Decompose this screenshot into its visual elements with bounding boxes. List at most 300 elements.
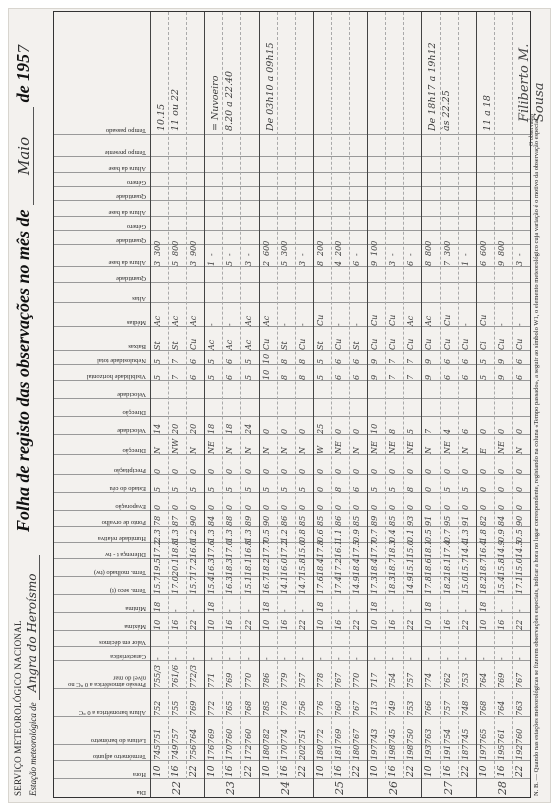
observation-value: NW [171,438,181,454]
column-header-cloud-base: Altura da base [108,259,146,266]
hour-label: 10 [478,765,489,777]
observation-value: - [225,657,235,660]
hour-label: 10 [207,765,218,777]
observation-value: 0 [514,486,524,492]
observation-value: 800 [496,240,506,256]
hour-divider [222,12,223,779]
observation-value: 1.3 [225,529,235,542]
observation-value: 180 [352,744,362,760]
header-divider [150,12,151,797]
observation-value: - [243,253,253,256]
hour-label: 16 [225,765,236,777]
day-divider [259,12,260,797]
observation-value: 89 [243,515,253,526]
day-label: 28 [495,781,509,795]
observation-value: 0 [424,468,434,474]
observation-value: Ac [189,315,199,326]
observation-value: NE [442,441,452,454]
observation-value: 770 [243,672,253,688]
hour-label: 16 [442,765,453,777]
observation-value: 176 [207,744,217,760]
column-header-pressure-msl: Pressão atmosférica a 0 °C no nível do mar [68,674,146,688]
observation-value: 17.7 [261,540,271,558]
observation-value: - [352,323,362,326]
observation-value: 757 [171,728,181,744]
observation-value: 5 [279,486,289,492]
observation-value: - [153,657,163,660]
observation-value: 6 [514,374,524,380]
observation-value: - [496,323,506,326]
observation-value: 0 [243,468,253,474]
observation-value: 16.4 [478,540,488,558]
observation-value: - [352,657,362,660]
observation-value: 776 [279,700,289,716]
hour-label: 22 [297,765,308,777]
observation-value: 778 [315,672,325,688]
observation-value: - [460,657,470,660]
observation-value: 191 [442,744,452,760]
observation-value: 16.0 [189,540,199,558]
observation-value: 745 [388,728,398,744]
observation-value: 0 [153,468,163,474]
hour-divider [512,12,513,779]
column-header-temp-wet: Term. molhado (tw) [93,569,146,576]
observation-value: 0 [153,504,163,510]
observation-value: - [279,609,289,612]
observation-value: 0 [460,468,470,474]
observation-value: 18.7 [388,558,398,576]
observation-value: 0 [442,504,452,510]
observation-value: 0 [334,468,343,474]
observation-value: 5 [153,374,163,380]
observation-value: - [460,253,470,256]
observation-value: 90 [189,515,199,526]
observation-value: - [442,657,452,660]
observation-value: 93 [406,515,416,526]
observation-value: 0 [225,468,235,474]
observation-value: 0 [243,504,253,510]
observation-value: - [279,323,289,326]
column-header-gust-direction: Direcção [122,409,146,416]
observation-value: - [207,253,217,256]
observation-value: 766 [424,700,434,716]
observation-value: 5 [315,374,325,380]
observation-value: 6 [189,358,199,364]
observation-value: 0 [478,504,488,510]
observation-value: N [297,447,307,454]
observation-value: 90 [514,515,524,526]
observation-value: 0 [279,468,289,474]
observation-value: 8 [279,374,289,380]
observation-value: 7 [406,374,416,380]
observation-value: 18.8 [171,540,181,558]
observation-value: 5 [243,486,253,492]
observation-value: - [406,609,416,612]
column-header-visibility: Visibilidade horizontal [86,373,146,380]
observation-value: 200 [334,240,343,256]
observation-value: 202 [297,744,307,760]
observer-signature: Filiberto M. Sousa [517,43,547,122]
hour-label: 16 [171,765,182,777]
observation-value: - [297,323,307,326]
observation-value: - [370,657,380,660]
observation-value: Cu [514,338,524,350]
observation-value: 771 [207,672,217,688]
observation-value: 15.4 [496,576,506,594]
observation-value: 6 [460,374,470,380]
observation-value: Cu [460,338,470,350]
observation-value: - [388,657,398,660]
observation-value: 16.3 [225,576,235,594]
form-title [13,44,34,532]
observation-value: 753 [460,672,470,688]
column-header-cloud-low: Baixas [128,343,146,350]
observation-value: 24 [243,423,253,434]
observation-value: 0 [496,486,506,492]
observation-value: 5 [478,374,488,380]
form-title-text: Folha de registo das observações no mês de [13,209,33,532]
observation-value: 3 [514,260,524,266]
observation-value: 300 [442,240,452,256]
observation-value: 0 [478,468,488,474]
day-divider [204,12,205,797]
observation-value: 7 [442,260,452,266]
observation-value: 8 [297,358,307,364]
observation-value: 20 [189,423,199,434]
observation-value: Ac [261,315,271,326]
observation-value: 85 [315,515,325,526]
observation-value: 0 [370,504,380,510]
observation-value: 0 [478,428,488,434]
observation-value: N [243,447,253,454]
year-prefix: de 195 [13,53,33,103]
observation-value: 0.5 [514,529,524,542]
observation-value: 754 [442,728,452,744]
observation-value: 5 [279,260,289,266]
observation-value: 765 [478,728,488,744]
observation-value: Ci [478,341,488,350]
observation-value: - [297,657,307,660]
observation-value: 9 [424,374,434,380]
observation-value: Cu [388,314,398,326]
observation-value: N [153,447,163,454]
observation-value: 17.4 [334,576,343,594]
observation-value: 22 [243,619,253,630]
observation-value: 753 [406,700,416,716]
observation-value: 0.6 [315,529,325,542]
observation-value: 600 [261,240,271,256]
observation-value: 18.1 [442,558,452,576]
observation-value: 7 [388,358,398,364]
observation-value: 15.4 [207,576,217,594]
observation-value: N [514,447,524,454]
observation-value: - [514,657,524,660]
observation-value: 0.4 [388,529,398,542]
observation-value: 762 [442,672,452,688]
column-header-day: Dia [136,789,146,796]
observation-value: 5 [406,428,416,434]
observation-value: 760 [514,728,524,744]
past-weather-note: 10.15 [156,103,167,131]
observation-value: 3 [297,260,307,266]
column-header-cloudiness: Nebulosidade total [97,357,146,364]
observation-value: - [496,657,506,660]
observation-value: 6 [514,358,524,364]
observation-value: 751 [297,728,307,744]
day-divider [421,12,422,797]
observation-value: 0 [442,468,452,474]
observation-value: 5 [388,486,398,492]
column-header-temp-diff: Diferença t - tw [105,551,146,558]
observation-value: 8 [406,486,416,492]
observation-value: 749 [388,700,398,716]
column-header-precipitation: Precipitação [113,467,146,474]
observation-value: 16 [279,619,289,630]
observation-value: NE [388,441,398,454]
day-divider [476,12,477,797]
observation-value: 9 [370,374,380,380]
observation-value: 3 [243,260,253,266]
observation-value: Ac [153,315,163,326]
observation-value: 16 [171,619,181,630]
observation-value: Ac [243,339,253,350]
observation-value: 7 [171,358,181,364]
observation-value: 9 [424,358,434,364]
observation-value: 763 [514,700,524,716]
observation-value: 10 [478,619,488,630]
observation-value: 85 [388,515,398,526]
observation-value: 15.7 [189,576,199,594]
day-label: 23 [224,781,238,795]
observation-value: 15.0 [297,540,307,558]
observation-value: NE [406,441,416,454]
observation-value: - [189,609,199,612]
observation-value: 8 [388,428,398,434]
hour-divider [277,12,278,779]
past-weather-note: De 03h10 a 09h15 [264,42,276,131]
observation-value: 1.3 [243,529,253,542]
observation-value: 0 [315,486,325,492]
observation-value: - [388,609,398,612]
observation-value: Ac [171,315,181,326]
observation-value: 1.8 [478,529,488,542]
observation-value: 0 [279,504,289,510]
observation-value: 84 [207,515,217,526]
form-sheet [8,8,551,803]
observation-value: 0 [406,468,416,474]
observation-value: 760 [243,728,253,744]
observation-value: 14.9 [496,540,506,558]
observation-value: 0.1 [406,529,416,542]
observation-value: 2.3 [153,529,163,542]
observation-value: 0.7 [370,529,380,542]
observation-value: Cu [334,338,343,350]
hour-label: 10 [370,765,381,777]
observation-value: 16 [442,619,452,630]
observation-value: 91 [424,515,434,526]
observation-value: 764 [496,700,506,716]
observation-value: 5 [189,486,199,492]
observation-value: 800 [424,240,434,256]
observation-value: 769 [496,672,506,688]
observation-value: 0 [171,504,181,510]
observation-value: 18 [153,601,163,612]
observation-value: 172 [243,744,253,760]
observation-value: - [334,609,343,612]
observation-value: 5 [207,374,217,380]
observation-value: 87 [171,515,181,526]
hour-divider [240,12,241,779]
observation-value: 755 [171,700,181,716]
observation-value: - [189,657,199,660]
observation-value: 800 [171,240,181,256]
observation-value: 17.1 [514,576,524,594]
column-header-gust-speed: Velocidade [117,391,146,398]
observation-value: 86 [279,515,289,526]
observation-value: 5 [153,486,163,492]
observation-value: 100 [370,240,380,256]
column-header-cloud-quantity: Quantidade [116,275,146,282]
observation-value: 1.2 [189,529,199,542]
observation-value: 757 [442,700,452,716]
observation-value: 0 [496,468,506,474]
observation-value: Cu [297,338,307,350]
observation-value: 193 [424,744,434,760]
observation-value: 10 [261,369,271,380]
hour-divider [385,12,386,779]
observation-value: - [297,609,307,612]
observation-value: 19.5 [153,558,163,576]
observation-value: 18.1 [243,558,253,576]
hour-divider [494,12,495,779]
observation-value: 22 [189,619,199,630]
observation-value: - [225,609,235,612]
observation-value: 16 [388,619,398,630]
observation-value: 6 [225,358,235,364]
observation-value: 17.4 [442,540,452,558]
observation-value: - [334,657,343,660]
observation-value: 8 [297,374,307,380]
observation-value: 18.4 [315,558,325,576]
observation-value: 0 [460,504,470,510]
past-weather-note: De 18h17 a 19h12 [427,42,439,131]
day-label: 22 [170,781,184,795]
observation-value: 18 [370,601,380,612]
observation-value: 15.0 [460,576,470,594]
column-header-cloud-high: Altas [132,295,146,302]
observation-value: Cu [478,314,488,326]
observation-value: 16.1 [334,540,343,558]
column-header-sig-base: Altura da base [108,165,146,172]
observation-value: 20 [171,423,181,434]
observation-value: 745 [153,744,163,760]
footnote: N. B. — Quando nas estações meteorológicas se fizerem observações especiais, indicar a hora no lugar correspondente, registando na coluna «Tempo passado», a seguir ao símbolo W1, o elemento meteorológico cuja variação é o motivo da observação especial. [533,116,540,796]
observation-value: 14.4 [460,540,470,558]
observation-value: 4 [442,428,452,434]
column-header-tendency-value: Valor em décimos [99,639,146,646]
observation-value: 16.3 [207,558,217,576]
observation-value: 0 [261,428,271,434]
observation-value: 6 [225,374,235,380]
observation-value: 16.8 [243,540,253,558]
observation-value: St [315,341,325,350]
observation-value: - [279,657,289,660]
observation-value: 776 [315,700,325,716]
hour-label: 16 [496,765,507,777]
observation-value: N [424,447,434,454]
observation-value: 5 [153,358,163,364]
observation-value: 0.5 [424,529,434,542]
observation-value: 754 [388,672,398,688]
observation-value: 6 [334,358,343,364]
observation-value: Ac [406,315,416,326]
observation-value: St [153,341,163,350]
observation-value: 6 [478,260,488,266]
past-weather-note: = Nuvoeiro [210,75,222,131]
observation-value: 713 [370,700,380,716]
rotated-form [9,9,550,802]
observation-value: 22 [297,619,307,630]
observation-value: 9 [370,358,380,364]
observation-value: 17.3 [370,576,380,594]
observation-value: 5 [243,358,253,364]
observation-value: 16 [334,619,343,630]
observation-value: 769 [189,700,199,716]
observation-value: NE [334,441,343,454]
observation-value: 15.0 [514,558,524,576]
observation-value: 763 [424,728,434,744]
hour-divider [458,12,459,779]
observation-value: 6 [352,374,362,380]
observation-value: 17.2 [189,558,199,576]
observation-value: 0.5 [261,529,271,542]
observation-value: 180 [261,744,271,760]
column-header-present-weather: Tempo presente [104,149,146,156]
observation-value: 779 [279,672,289,688]
observation-value: 900 [189,240,199,256]
observation-value: 14 [153,423,163,434]
observation-value: 752 [153,700,163,716]
observation-value: 767 [352,700,362,716]
observation-value: 786 [261,672,271,688]
observation-value: Cu [442,314,452,326]
observation-value: 0 [406,504,416,510]
observation-value: 82 [478,515,488,526]
observation-value: 0 [315,504,325,510]
observation-value: 5 [370,486,380,492]
hour-divider [295,12,296,779]
observation-value: 17.2 [334,558,343,576]
observation-value: 600 [478,240,488,256]
observation-value: 0.8 [297,529,307,542]
observation-value: 198 [388,744,398,760]
past-weather-note: às 22.25 [441,90,453,131]
observation-value: 16 [225,619,235,630]
observation-value: 8 [334,486,343,492]
observation-value: 2 [261,260,271,266]
observation-value: 0 [261,468,271,474]
observation-value: 767 [514,672,524,688]
observation-value: 3 [189,260,199,266]
observation-value: 25 [315,423,325,434]
observation-value: - [243,657,253,660]
observation-value: 751 [153,728,163,744]
observation-value: 85 [297,515,307,526]
observation-value: 0 [424,486,434,492]
observation-value: E [478,448,488,454]
observation-value: - [424,657,434,660]
observation-value: 18 [261,601,271,612]
